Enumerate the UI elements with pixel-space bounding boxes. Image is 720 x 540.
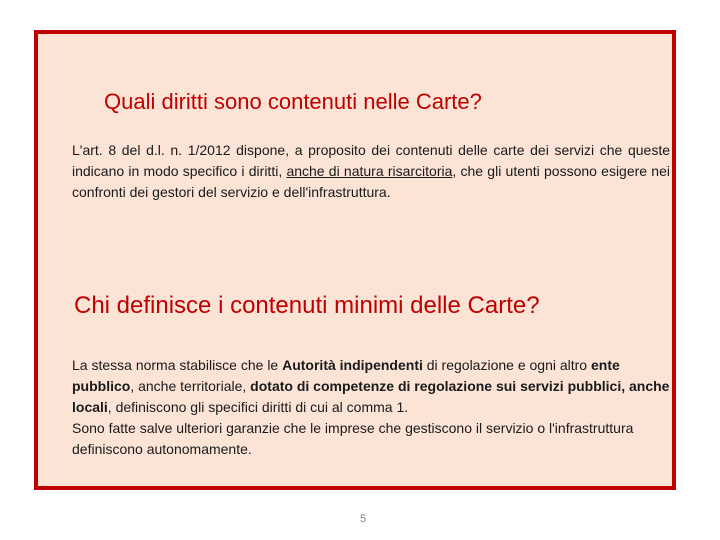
paragraph-rights-text-b: , che gli utenti possono esigere nei confronti dei gestori del servizio e dell'infrastruttura. (72, 163, 670, 200)
paragraph-authorities-t2: di regolazione e ogni altro (422, 357, 591, 373)
slide-heading-minimum-contents: Chi definisce i contenuti minimi delle Carte? (74, 292, 540, 319)
paragraph-authorities-b2: ente pubblico (72, 357, 620, 394)
page-number: 5 (360, 513, 367, 525)
paragraph-authorities-b1: Autorità indipendenti (282, 357, 423, 373)
paragraph-rights (72, 140, 670, 203)
paragraph-authorities-t1: La stessa norma stabilisce che le (72, 357, 283, 373)
paragraph-authorities-t3: , anche territoriale, (130, 378, 251, 394)
paragraph-authorities-line2: Sono fatte salve ulteriori garanzie che le imprese che gestiscono il servizio o l'infrastruttura definiscono autonomamente. (72, 420, 634, 457)
paragraph-authorities-b3: dotato di competenze di regolazione sui servizi pubblici, anche locali (72, 378, 670, 415)
paragraph-authorities (72, 355, 676, 460)
slide-frame (34, 30, 676, 525)
paragraph-authorities-t4: , definiscono gli specifici diritti di cui al comma 1. (107, 399, 409, 415)
slide-heading-rights: Quali diritti sono contenuti nelle Carte? (104, 89, 482, 114)
paragraph-rights-text-a: L'art. 8 del d.l. n. 1/2012 dispone, a proposito dei contenuti delle carte dei servizi che queste indicano in modo specifico i diritti, (72, 142, 670, 179)
paragraph-rights-underlined: anche di natura risarcitoria (286, 163, 453, 179)
